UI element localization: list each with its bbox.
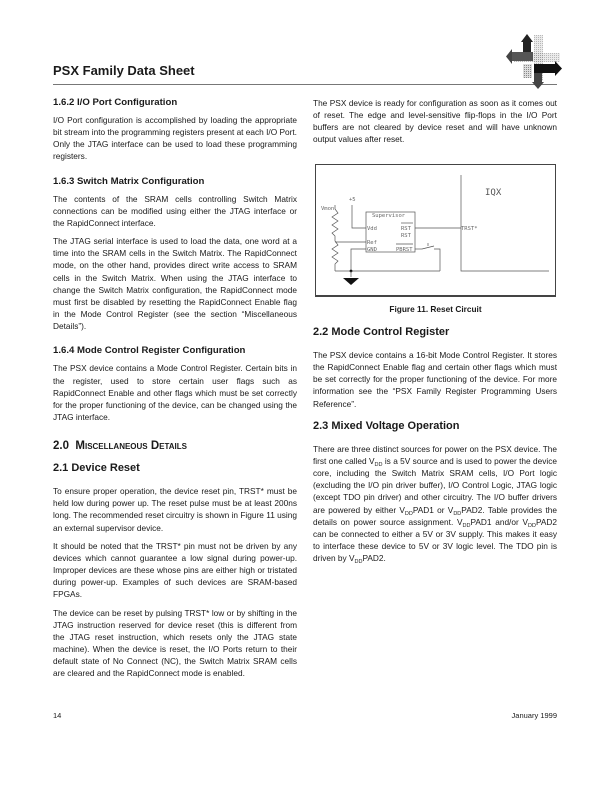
right-column-intro bbox=[313, 97, 557, 152]
footer-date: January 1999 bbox=[511, 711, 557, 720]
section-heading-1-6-4: 1.6.4 Mode Control Register Configuration bbox=[53, 345, 246, 357]
label-trst: TRST* bbox=[461, 226, 478, 232]
label-plus5: +5 bbox=[349, 197, 356, 203]
label-rst: RST bbox=[401, 233, 411, 239]
reset-circuit-diagram bbox=[316, 165, 557, 298]
page-number: 14 bbox=[53, 711, 62, 720]
figure-caption: Figure 11. Reset Circuit bbox=[389, 304, 482, 314]
left-column bbox=[53, 97, 297, 685]
paragraph: It should be noted that the TRST* pin must not be driven by any devices which cannot guarantee a low signal during power-up. Improper devices are these whose pins are either high or tristated during power-up. Examples of such devices are SRAM-based FPGAs. bbox=[53, 540, 297, 600]
right-column-sections bbox=[313, 326, 557, 570]
label-vdd: Vdd bbox=[367, 226, 377, 232]
paragraph: I/O Port configuration is accomplished by loading the appropriate bit stream into the programming registers present at each I/O Port. Only the JTAG interface can be used to load these programming registers. bbox=[53, 115, 297, 162]
label-gnd: GND bbox=[367, 247, 377, 253]
reset-circuit-figure bbox=[315, 164, 556, 297]
paragraph: The PSX device contains a 16-bit Mode Control Register. It stores the RapidConnect Enable flag and certain other flags which must be set correctly for the proper functioning of the device. For more information see the “PSX Family Register Programming Users Reference”. bbox=[313, 350, 557, 409]
label-iqx-chip: IQX bbox=[485, 188, 502, 198]
paragraph: The JTAG serial interface is used to load the data, one word at a time into the SRAM cells in the Switch Matrix. The RapidConnect mode, on the other hand, provides direct write access to SRAM cells in the Switch Matrix. When using the JTAG interface to change the Switch Matrix configuration, the RapidConnect mode must first be disabled by resetting the RapidConnect Enable flag in the Mode Control Register (see the section “Miscellaneous Details”). bbox=[53, 236, 297, 332]
paragraph: To ensure proper operation, the device reset pin, TRST* must be held low during power up. The reset pulse must be at least 200ns long. The recommended reset circuitry is shown in Figure 11 using an external supervisor device. bbox=[53, 486, 297, 533]
section-heading-2-1: 2.1 Device Reset bbox=[53, 462, 140, 475]
label-pbrst: PBRST bbox=[396, 247, 413, 253]
section-heading-2-3: 2.3 Mixed Voltage Operation bbox=[313, 419, 460, 432]
paragraph: The PSX device contains a Mode Control Register. Certain bits in the register, used to store certain user flags such as RapidConnect Enable and other flags which must be set correctly for the proper functioning of the device, can be changed using the JTAG interface. bbox=[53, 363, 297, 422]
four-arrows-logo-icon bbox=[504, 27, 568, 91]
page-header-title: PSX Family Data Sheet bbox=[53, 63, 195, 78]
label-rst-bar: RST bbox=[401, 226, 411, 232]
label-supervisor: Supervisor bbox=[372, 213, 406, 219]
header-divider bbox=[53, 84, 557, 85]
section-heading-1-6-3: 1.6.3 Switch Matrix Configuration bbox=[53, 175, 205, 187]
section-heading-1-6-2: 1.6.2 I/O Port Configuration bbox=[53, 97, 178, 108]
paragraph-mixed-voltage: There are three distinct sources for power on the PSX device. The first one called $V_{DD}$ is a 5V source and is used to power the device core, including the Switch Matrix SRAM cells, I/O Port logic (excluding the I/O pin driver buffer), I/O Control Logic, JTAG logic (except TDO pin driver) and other circuitry. The I/O buffer drivers are powered by either $V_{DD}PAD1$ or $V_{DD}PAD2$. Table provides the details on power source assignment. $V_{DD}PAD1$ and/or $V_{DD}PAD2$ can be connected to either a 5V or 3V supply. This makes it easy to interface these device to 5V or 3V logic level. The TDO pin is driven by $V_{DD}PAD2$. bbox=[313, 443, 557, 566]
label-vmon: Vmon bbox=[321, 206, 335, 212]
paragraph: The PSX device is ready for configuration as soon as it comes out of reset. The edge and level-sensitive flip-flops in the I/O Port buffers are not cleared by device reset and will have unknown output values after reset. bbox=[313, 98, 557, 145]
paragraph: The device can be reset by pulsing TRST* low or by shifting in the JTAG instruction reserved for device reset (this is different from the JTAG reset instruction, which resets only the JTAG state machine). When the device is reset, the I/O Ports return to their default state of No Connect (NC), the Switch Matrix SRAM cells are cleared and the RapidConnect mode is enabled. bbox=[53, 607, 297, 679]
label-ref: Ref bbox=[367, 240, 377, 246]
section-heading-2-2: 2.2 Mode Control Register bbox=[313, 326, 450, 338]
paragraph: The contents of the SRAM cells controlling Switch Matrix connections can be modified using either the JTAG interface or the RapidConnect interface. bbox=[53, 193, 297, 228]
section-heading-2-0: 2.0 Miscellaneous Details bbox=[53, 440, 187, 453]
